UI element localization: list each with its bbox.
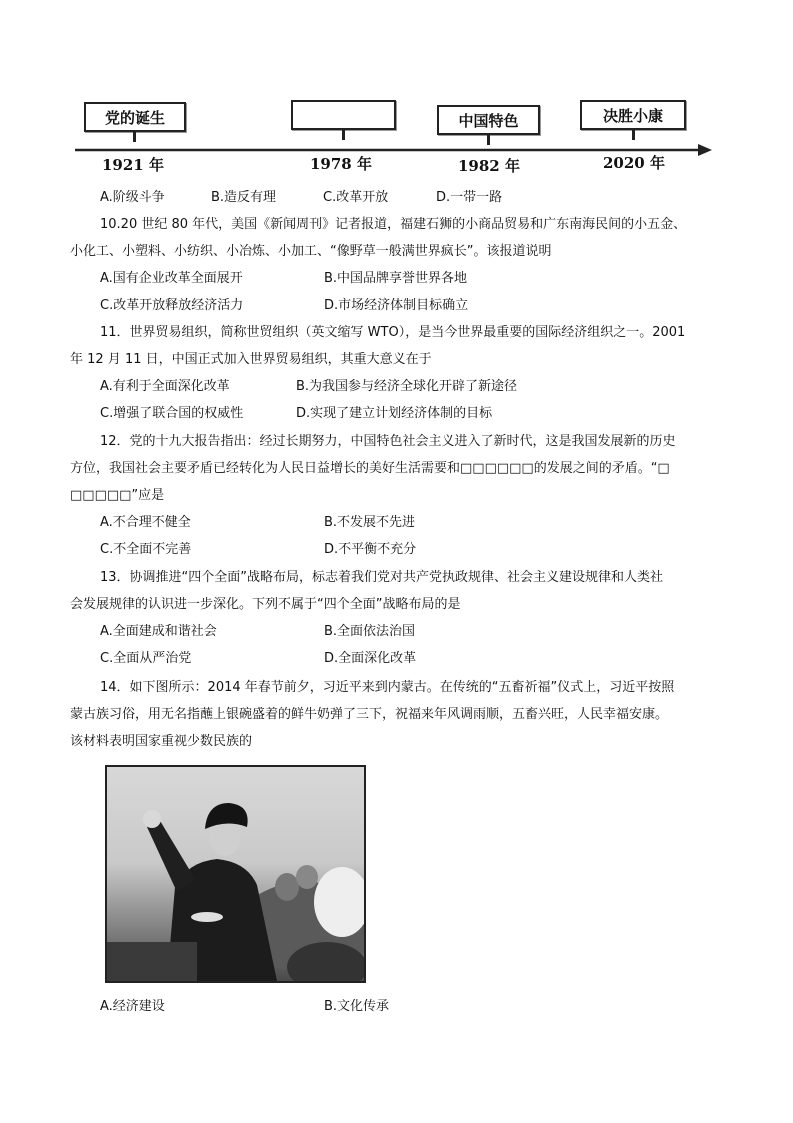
option-a[interactable]: A.阶级斗争	[100, 190, 165, 205]
question-stem-line: 蒙古族习俗，用无名指蘸上银碗盛着的鲜牛奶弹了三下，祝福来年风调雨顺，五畜兴旺，人民幸福安康。	[70, 707, 669, 722]
option-a[interactable]: A.有利于全面深化改革	[100, 379, 230, 394]
question-stem-line: 年 12 月 11 日，中国正式加入世界贸易组织，其重大意义在于	[70, 352, 432, 367]
timeline-tick	[487, 135, 490, 145]
option-d[interactable]: D.实现了建立计划经济体制的目标	[296, 406, 493, 421]
timeline-box-chinese-characteristics: 中国特色	[437, 105, 540, 135]
question-stem-line: 会发展规律的认识进一步深化。下列不属于“四个全面”战略布局的是	[70, 597, 461, 612]
timeline-tick	[632, 130, 635, 140]
question-stem-line: 小化工、小塑料、小纺织、小冶炼、小加工、“像野草一般满世界疯长”。该报道说明	[70, 244, 552, 259]
question-14	[70, 679, 770, 759]
option-a[interactable]: A.经济建设	[100, 999, 165, 1014]
option-a[interactable]: A.不合理不健全	[100, 515, 191, 530]
question-9-options	[100, 189, 700, 209]
option-d[interactable]: D.不平衡不充分	[324, 542, 417, 557]
option-b[interactable]: B.造反有理	[211, 190, 277, 205]
option-c[interactable]: C.改革开放	[323, 190, 389, 205]
timeline-box-party-birth: 党的诞生	[84, 102, 186, 132]
timeline-year-1921: 1921 年	[102, 156, 164, 174]
question-12	[70, 433, 760, 568]
question-10	[70, 216, 750, 326]
timeline-box-moderately-prosperous: 决胜小康	[580, 100, 686, 130]
option-b[interactable]: B.中国品牌享誉世界各地	[324, 271, 468, 286]
question-stem-line: 13．协调推进“四个全面”战略布局，标志着我们党对共产党执政规律、社会主义建设规律和人类社	[100, 570, 664, 585]
option-c[interactable]: C.改革开放释放经济活力	[100, 298, 244, 313]
option-a[interactable]: A.国有企业改革全面展开	[100, 271, 243, 286]
option-c[interactable]: C.增强了联合国的权威性	[100, 406, 244, 421]
ceremony-photo	[105, 765, 366, 983]
question-13	[70, 569, 760, 679]
question-11	[70, 324, 750, 434]
timeline-year-1982: 1982 年	[458, 157, 520, 175]
question-stem-line: 14．如下图所示：2014 年春节前夕，习近平来到内蒙古。在传统的“五畜祈福”仪式上，习近平按照	[100, 680, 675, 695]
question-stem-line: 10.20 世纪 80 年代，美国《新闻周刊》记者报道，福建石狮的小商品贸易和广东南海民间的小五金、	[100, 217, 687, 232]
question-stem-line: □□□□□”应是	[70, 488, 165, 503]
question-stem-line: 12．党的十九大报告指出：经过长期努力，中国特色社会主义进入了新时代，这是我国发展新的历史	[100, 434, 676, 449]
timeline-year-1978: 1978 年	[310, 155, 372, 173]
question-stem-line: 方位，我国社会主要矛盾已经转化为人民日益增长的美好生活需要和□□□□□□的发展之间的矛盾。“□	[70, 461, 670, 476]
timeline	[70, 95, 720, 175]
question-stem-line: 11．世界贸易组织，简称世贸组织（英文缩写 WTO），是当今世界最重要的国际经济组织之一。2001	[100, 325, 686, 340]
option-b[interactable]: B.全面依法治国	[324, 624, 416, 639]
ceremony-photo-illustration	[107, 767, 364, 981]
option-d[interactable]: D.全面深化改革	[324, 651, 417, 666]
option-b[interactable]: B.为我国参与经济全球化开辟了新途径	[296, 379, 518, 394]
question-stem-line: 该材料表明国家重视少数民族的	[70, 734, 253, 749]
option-d[interactable]: D.一带一路	[436, 190, 503, 205]
timeline-tick	[342, 130, 345, 140]
option-a[interactable]: A.全面建成和谐社会	[100, 624, 217, 639]
option-c[interactable]: C.不全面不完善	[100, 542, 192, 557]
option-b[interactable]: B.不发展不先进	[324, 515, 416, 530]
timeline-year-2020: 2020 年	[603, 154, 665, 172]
timeline-tick	[133, 132, 136, 142]
question-14-options	[100, 998, 600, 1018]
timeline-box-blank	[291, 100, 396, 130]
option-b[interactable]: B.文化传承	[324, 999, 390, 1014]
option-c[interactable]: C.全面从严治党	[100, 651, 192, 666]
option-d[interactable]: D.市场经济体制目标确立	[324, 298, 469, 313]
